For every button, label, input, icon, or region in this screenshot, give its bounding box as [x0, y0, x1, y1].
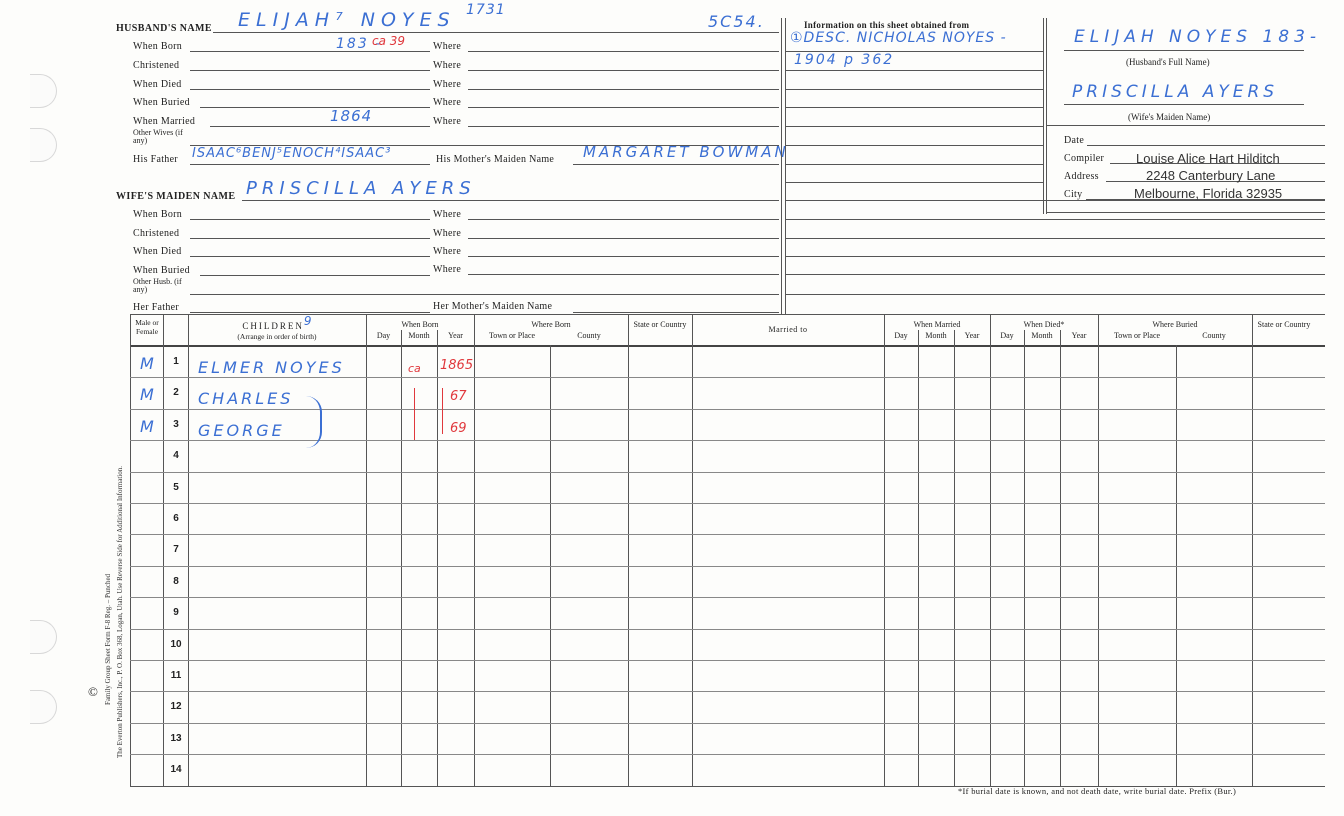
- sources-line-2[interactable]: 1904 p 362: [794, 52, 895, 68]
- wife-died-where-label: Where: [433, 246, 462, 257]
- header-where-born: Where Born: [531, 320, 571, 329]
- child-row-number: 5: [173, 482, 179, 493]
- summary-husband-name[interactable]: ELIJAH NOYES 183-: [1074, 27, 1322, 47]
- header-born-day: Day: [376, 331, 391, 340]
- child-row-number: 1: [173, 356, 179, 367]
- header-born-town: Town or Place: [488, 331, 536, 340]
- wife-born-label: When Born: [133, 209, 183, 220]
- summary-date-label: Date: [1064, 135, 1085, 146]
- child-row-number: 10: [170, 639, 182, 650]
- summary-address-label: Address: [1064, 171, 1099, 182]
- husband-born-note: ca 39: [372, 34, 406, 48]
- header-sex: Male or Female: [135, 318, 159, 336]
- child-row-number: 8: [173, 576, 179, 587]
- header-children: [188, 314, 366, 332]
- row-divider: [130, 534, 1325, 535]
- husband-married-value[interactable]: 1864: [330, 107, 373, 125]
- header-where-buried: Where Buried: [1152, 320, 1198, 329]
- child-sex[interactable]: M: [140, 385, 157, 404]
- ditto-mark: [414, 388, 415, 440]
- husband-name-value[interactable]: ELIJAH⁷ NOYES: [238, 9, 456, 31]
- row-divider: [130, 723, 1325, 724]
- header-married-to: Married to: [768, 325, 808, 334]
- husband-father-value[interactable]: ISAAC⁶BENJ⁵ENOCH⁴ISAAC³: [192, 146, 392, 161]
- husband-name-note: 1731: [466, 2, 506, 18]
- header-married-year: Year: [964, 331, 980, 340]
- child-row-number: 11: [170, 670, 182, 681]
- child-name[interactable]: CHARLES: [198, 389, 294, 408]
- summary-husband-label: (Husband's Full Name): [1126, 57, 1210, 67]
- header-buried-town: Town or Place: [1113, 331, 1161, 340]
- sibling-bracket: [306, 396, 322, 448]
- wife-name-value[interactable]: PRISCILLA AYERS: [246, 178, 476, 199]
- punch-hole: [30, 690, 57, 724]
- husband-buried-label: When Buried: [133, 97, 190, 108]
- wife-father-label: Her Father: [133, 302, 180, 313]
- child-name[interactable]: ELMER NOYES: [198, 358, 345, 377]
- child-row-number: 13: [170, 733, 182, 744]
- summary-wife-name[interactable]: PRISCILLA AYERS: [1072, 82, 1279, 102]
- husband-buried-where-label: Where: [433, 97, 462, 108]
- sidebar-publisher: The Everton Publishers, Inc., P. O. Box 368, Logan, Utah. Use Reverse Side for Additional Information.: [116, 465, 124, 758]
- child-row-number: 12: [170, 701, 182, 712]
- header-when-married: When Married: [913, 320, 961, 329]
- header-children-text: CHILDREN: [242, 321, 304, 331]
- header-when-born: When Born: [401, 320, 439, 329]
- wife-buried-where-label: Where: [433, 264, 462, 275]
- ditto-mark: [442, 388, 443, 434]
- row-divider: [130, 503, 1325, 504]
- header-died-year: Year: [1071, 331, 1087, 340]
- wife-mother-label: Her Mother's Maiden Name: [433, 301, 553, 312]
- child-born-month[interactable]: ca: [408, 362, 421, 375]
- row-divider: [130, 377, 1325, 378]
- wife-name-label: WIFE'S MAIDEN NAME: [116, 191, 236, 202]
- wife-other-husb-label: Other Husb. (if any): [133, 277, 182, 294]
- header-died-month: Month: [1031, 331, 1053, 340]
- child-row-number: 14: [170, 764, 182, 775]
- summary-city-value[interactable]: Melbourne, Florida 32935: [1134, 186, 1283, 201]
- wife-born-where-label: Where: [433, 209, 462, 220]
- row-divider: [130, 472, 1325, 473]
- sources-heading: Information on this sheet obtained from: [804, 20, 970, 30]
- child-row-number: 3: [173, 419, 179, 430]
- husband-other-wives-label: Other Wives (if any): [133, 128, 183, 145]
- sources-line-1[interactable]: ①DESC. NICHOLAS NOYES -: [790, 30, 1007, 46]
- husband-born-label: When Born: [133, 41, 183, 52]
- row-divider: [130, 754, 1325, 755]
- summary-compiler-value[interactable]: Louise Alice Hart Hilditch: [1136, 151, 1280, 166]
- header-born-month: Month: [408, 331, 430, 340]
- wife-christened-label: Christened: [133, 228, 180, 239]
- header-died-day: Day: [1000, 331, 1014, 340]
- husband-name-label: HUSBAND'S NAME: [116, 23, 212, 34]
- punch-hole: [30, 128, 57, 162]
- husband-married-label: When Married: [133, 116, 196, 127]
- child-born-year[interactable]: 1865: [440, 358, 474, 373]
- header-when-died: When Died*: [1023, 320, 1065, 329]
- sidebar-form-info: Family Group Sheet Form F-8 Reg. – Punched: [104, 573, 112, 705]
- child-row-number: 9: [173, 607, 179, 618]
- header-children-sub: (Arrange in order of birth): [237, 332, 317, 341]
- punch-hole: [30, 74, 57, 108]
- husband-died-where-label: Where: [433, 79, 462, 90]
- child-born-year[interactable]: 67: [450, 389, 467, 404]
- husband-ref: 5C54.: [708, 12, 765, 31]
- husband-born-where-label: Where: [433, 41, 462, 52]
- wife-buried-label: When Buried: [133, 265, 190, 276]
- child-row-number: 4: [173, 450, 179, 461]
- header-married-day: Day: [894, 331, 908, 340]
- husband-christened-where-label: Where: [433, 60, 462, 71]
- husband-died-label: When Died: [133, 79, 182, 90]
- husband-born-value[interactable]: 183 -: [336, 36, 383, 52]
- header-buried-county: County: [1202, 331, 1226, 340]
- husband-father-label: His Father: [133, 154, 178, 165]
- row-divider: [130, 597, 1325, 598]
- husband-married-where-label: Where: [433, 116, 462, 127]
- child-row-number: 6: [173, 513, 179, 524]
- header-buried-state: State or Country: [1257, 320, 1311, 329]
- header-born-county: County: [577, 331, 601, 340]
- row-divider: [130, 566, 1325, 567]
- child-sex[interactable]: M: [140, 417, 157, 436]
- child-name[interactable]: GEORGE: [198, 421, 285, 440]
- row-divider: [130, 629, 1325, 630]
- row-divider: [130, 660, 1325, 661]
- wife-christened-where-label: Where: [433, 228, 462, 239]
- child-sex[interactable]: M: [140, 354, 157, 373]
- header-born-state: State or Country: [633, 320, 687, 329]
- copyright-symbol: ©: [88, 684, 98, 699]
- summary-city-label: City: [1064, 189, 1083, 200]
- husband-mother-value[interactable]: MARGARET BOWMAN: [583, 143, 789, 161]
- husband-christened-label: Christened: [133, 60, 180, 71]
- footnote: *If burial date is known, and not death date, write burial date. Prefix (Bur.): [958, 786, 1237, 796]
- child-born-year[interactable]: 69: [450, 421, 467, 436]
- husband-mother-label: His Mother's Maiden Name: [436, 154, 555, 165]
- summary-wife-label: (Wife's Maiden Name): [1128, 112, 1211, 122]
- child-row-number: 2: [173, 387, 179, 398]
- row-divider: [130, 691, 1325, 692]
- header-children-sup: 9: [303, 314, 312, 328]
- header-married-month: Month: [925, 331, 947, 340]
- child-row-number: 7: [173, 544, 179, 555]
- summary-compiler-label: Compiler: [1064, 153, 1105, 164]
- wife-died-label: When Died: [133, 246, 182, 257]
- punch-hole: [30, 620, 57, 654]
- header-born-year: Year: [448, 331, 463, 340]
- summary-address-value[interactable]: 2248 Canterbury Lane: [1146, 168, 1276, 183]
